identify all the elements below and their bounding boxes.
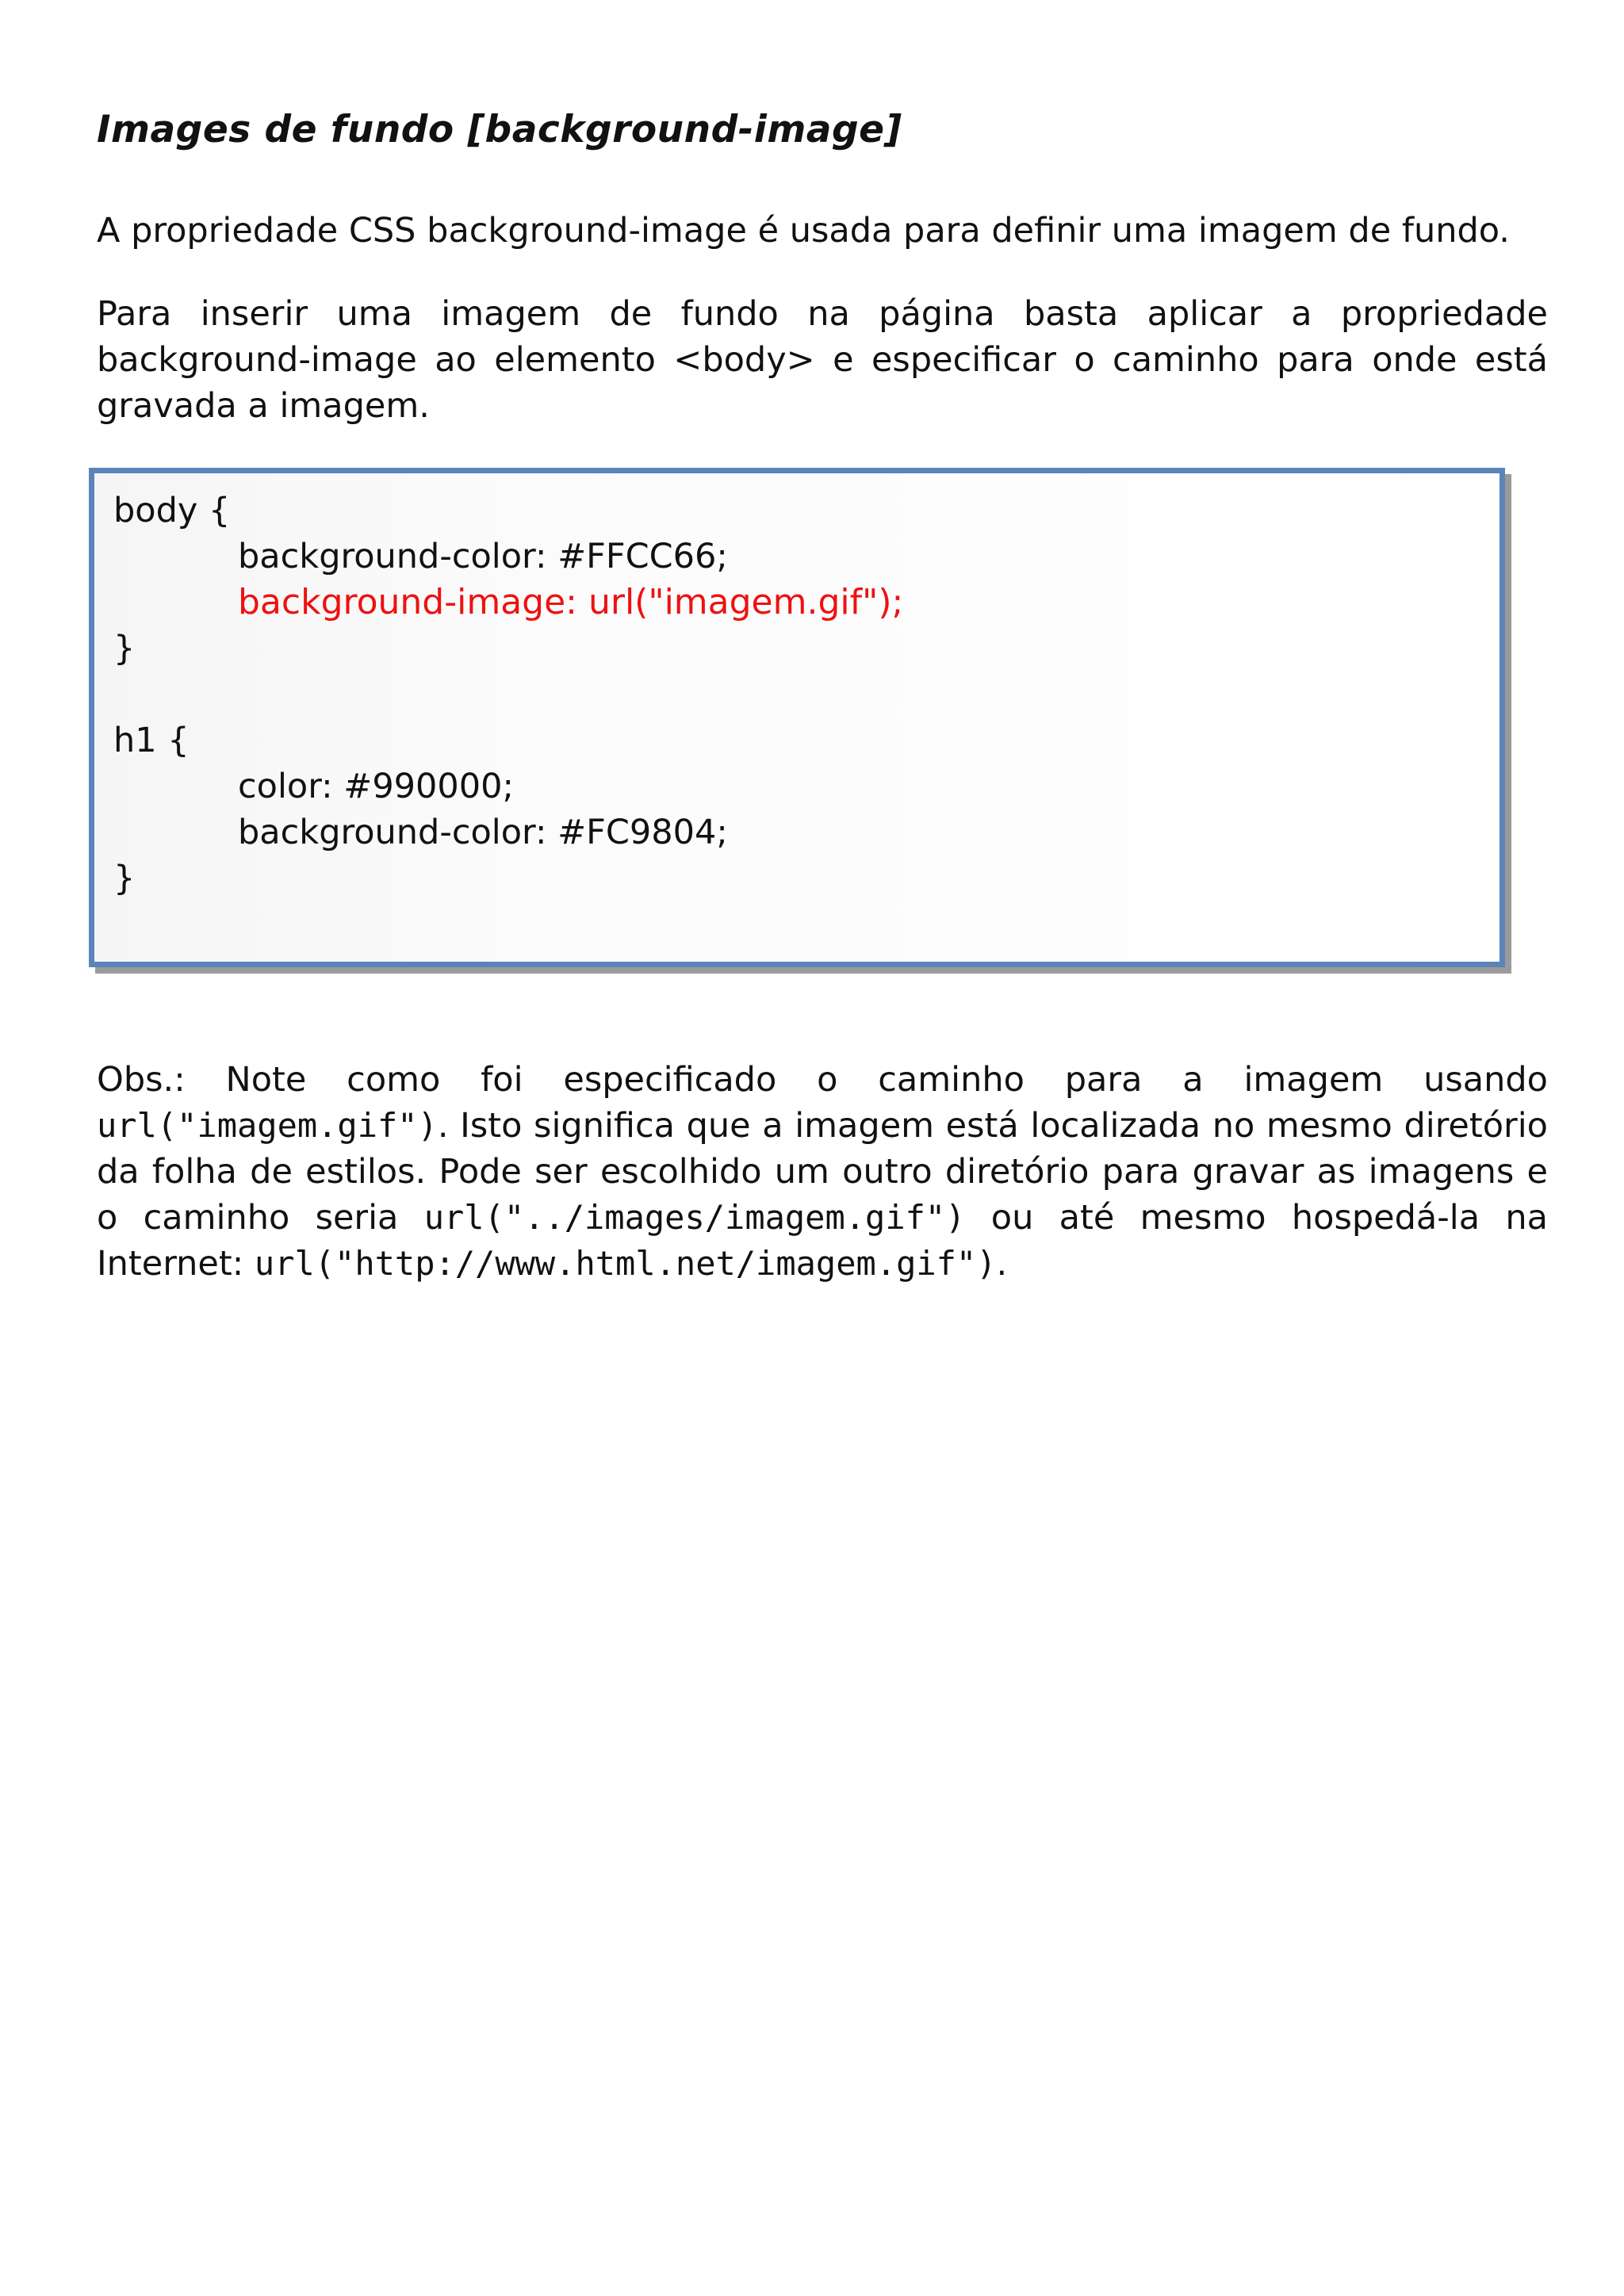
note-code-1: url("imagem.gif"): [97, 1106, 438, 1145]
instruction-paragraph: Para inserir uma imagem de fundo na página basta aplicar a propriedade background-image ao elemento <body> e especificar o caminho para onde está gravada a imagem.: [97, 294, 1548, 426]
note-text-4: .: [996, 1244, 1008, 1284]
code-line-highlighted: background-image: url("imagem.gif");: [238, 582, 904, 622]
note-code-3: url("http://www.html.net/imagem.gif"): [254, 1244, 997, 1283]
note-text-3: ou até mesmo hospedá-la na Internet:: [97, 1198, 1548, 1284]
code-line: }: [113, 859, 136, 898]
note-text-2: . Isto significa que a imagem está localizada no mesmo diretório da folha de estilos. Pode ser escolhido um outro diretório para gravar as imagens e o caminho seria: [97, 1106, 1548, 1238]
code-line: background-color: #FC9804;: [238, 813, 728, 852]
note-paragraph: [97, 1057, 1548, 1287]
section-heading: Images de fundo [background-image]: [97, 108, 902, 151]
code-line: body {: [113, 491, 231, 530]
code-line: background-color: #FFCC66;: [238, 537, 728, 576]
intro-paragraph: A propriedade CSS background-image é usada para definir uma imagem de fundo.: [97, 211, 1510, 251]
note-text-1: Obs.: Note como foi especificado o caminho para a imagem usando: [97, 1060, 1548, 1100]
note-code-2: url("../images/imagem.gif"): [423, 1198, 966, 1237]
code-line: color: #990000;: [238, 767, 514, 806]
code-example-box: [89, 468, 1505, 967]
code-line: }: [113, 629, 136, 668]
code-line: h1 {: [113, 721, 190, 760]
